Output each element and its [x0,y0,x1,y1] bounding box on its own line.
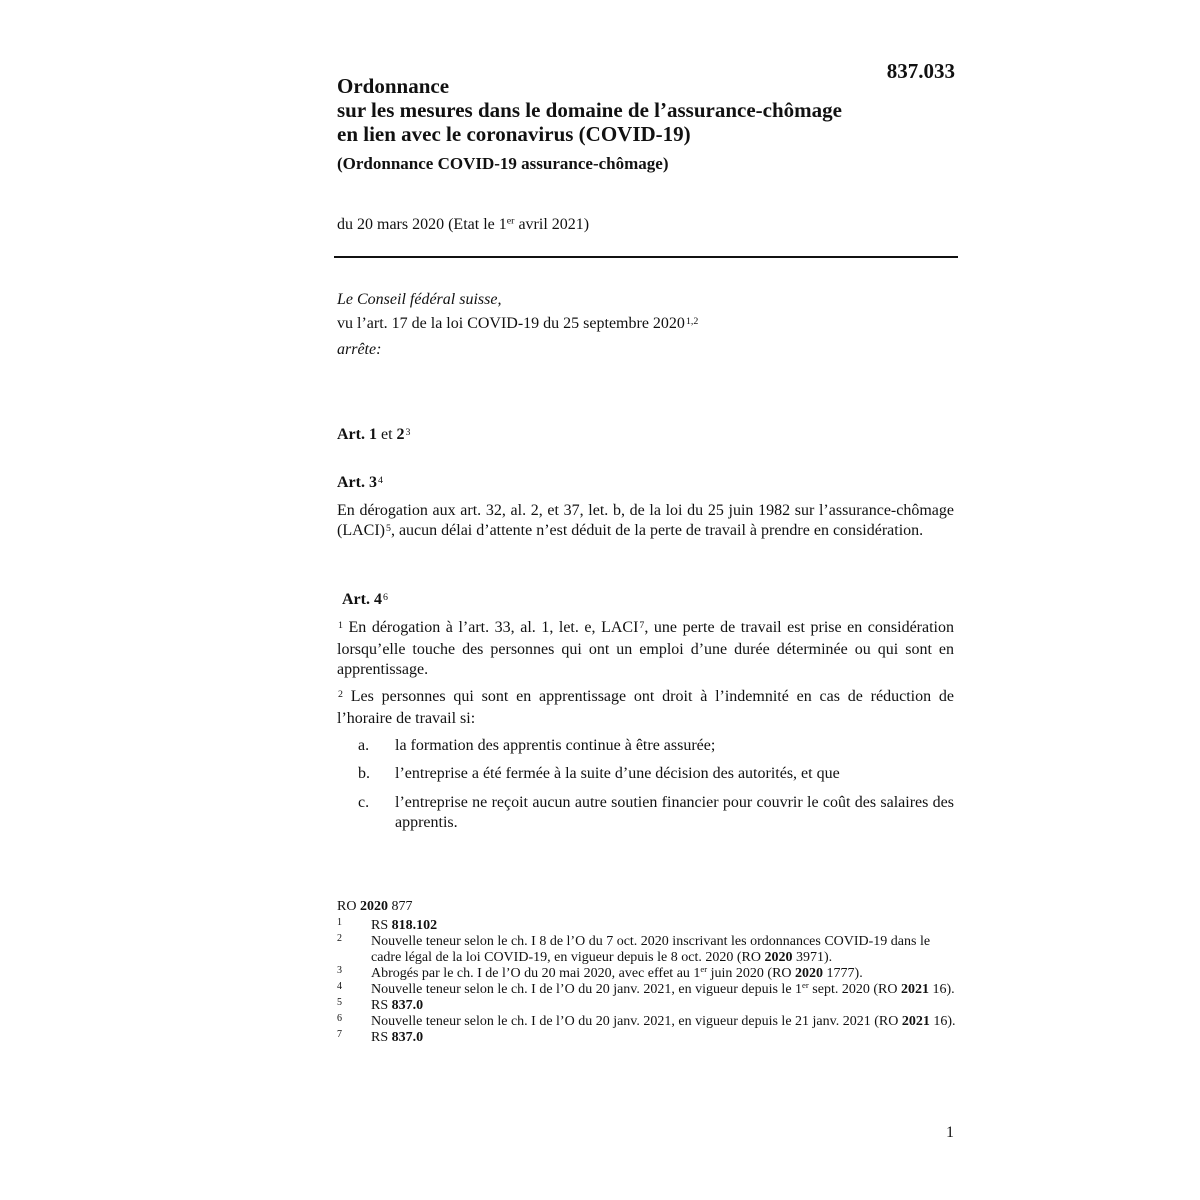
article-3-heading: Art. $3^4$ [337,474,383,491]
system-number: 837.033 [886,59,955,83]
official-compilation-ref: RO 2020 877 [337,899,413,914]
footnote-ref[interactable]: 3 [405,426,411,438]
footnote: 7 RS 837.0 [337,1029,424,1045]
footnotes [337,918,957,1046]
footnote: 4 Nouvelle teneur selon le ch. I de l’O du 20 janv. 2021, en vigueur depuis le 1er sept. 2020 (RO 2021 16). [337,980,955,997]
preamble-decree: arrête: [337,341,382,358]
preamble-authority: Le Conseil fédéral suisse, [337,291,502,308]
title-line: Ordonnance [337,74,450,98]
date-suffix: avril 2021) [514,216,590,233]
article-1-2-heading: Art. 1 et $2^3$ [337,426,411,443]
footnote-ref[interactable]: 4 [377,474,383,486]
footnote-ref[interactable]: 6 [382,591,388,603]
article-4-heading: Art. $4^6$ [342,591,388,608]
footnote: 6 Nouvelle teneur selon le ch. I de l’O du 20 janv. 2021, en vigueur depuis le 21 janv. 2021 (RO 2021 16). [337,1013,956,1029]
footnote: 3 Abrogés par le ch. I de l’O du 20 mai 2020, avec effet au 1er juin 2020 (RO 2020 1777). [337,964,863,981]
title-divider [334,256,958,258]
footnote-number: 6 [337,1013,342,1024]
article-4-paragraph-2: $^2$ Les personnes qui sont en apprentissage ont droit à l’indemnité en cas de réduction de l’horaire de travail si: [337,688,954,727]
footnote-number: 4 [337,981,342,992]
list-marker: b. [358,765,370,782]
footnote-number: 3 [337,965,342,976]
list-marker: c. [358,794,370,811]
list-item [358,764,954,784]
title-line: en lien avec le coronavirus (COVID-19) [337,122,691,146]
footnote-number: 1 [337,917,342,928]
list-item [358,736,954,756]
page-number: 1 [946,1124,954,1141]
document-date [337,216,589,234]
date-prefix: du 20 mars 2020 (Etat le 1 [337,216,507,233]
list-item [358,793,954,833]
paragraph-number: 2 [338,688,343,700]
date-sup: er [506,215,515,227]
title-line: sur les mesures dans le domaine de l’assurance-chômage [337,98,842,122]
footnote-number: 2 [337,933,342,944]
preamble-basis: vu l’art. 17 de la loi COVID-19 du 25 septembre 2020$^{1,2}$ [337,315,699,332]
preamble [337,288,957,362]
list-text: l’entreprise a été fermée à la suite d’une décision des autorités, et que [395,765,840,782]
footnote: 5 RS 837.0 [337,997,424,1013]
document-title [337,74,957,146]
list-text: la formation des apprentis continue à être assurée; [395,737,716,754]
footnote-ref[interactable]: 7 [639,619,645,631]
footnote: 2 Nouvelle teneur selon le ch. I 8 de l’O du 7 oct. 2020 inscrivant les ordonnances COVID-19 dans le cadre légal de la loi COVID-19, en vigueur depuis le 8 oct. 2020 (RO 2020 3971). [337,933,931,965]
footnote-number: 5 [337,997,342,1008]
footnote: 1 RS 818.102 [337,917,438,933]
footnote-ref[interactable]: 5 [385,522,391,534]
short-title: (Ordonnance COVID-19 assurance-chômage) [337,154,669,173]
list-marker: a. [358,737,370,754]
list-text: l’entreprise ne reçoit aucun autre soutien financier pour couvrir le coût des salaires des apprentis. [395,794,954,831]
paragraph-number: 1 [338,619,343,631]
article-3-text: En dérogation aux art. 32, al. 2, et 37, let. b, de la loi du 25 juin 1982 sur l’assurance-chômage (LACI)$^5$, aucun délai d’attente n’est déduit de la perte de travail à prendre en considération. [337,502,954,539]
article-4-paragraph-1: $^1$ En dérogation à l’art. 33, al. 1, let. e, LACI$^7$, une perte de travail est prise en considération lorsqu’elle touche des personnes qui ont un emploi d’une durée déterminée ou qui sont en apprentissage. [337,619,955,678]
footnote-number: 7 [337,1029,342,1040]
footnote-ref[interactable]: 1,2 [685,315,699,327]
